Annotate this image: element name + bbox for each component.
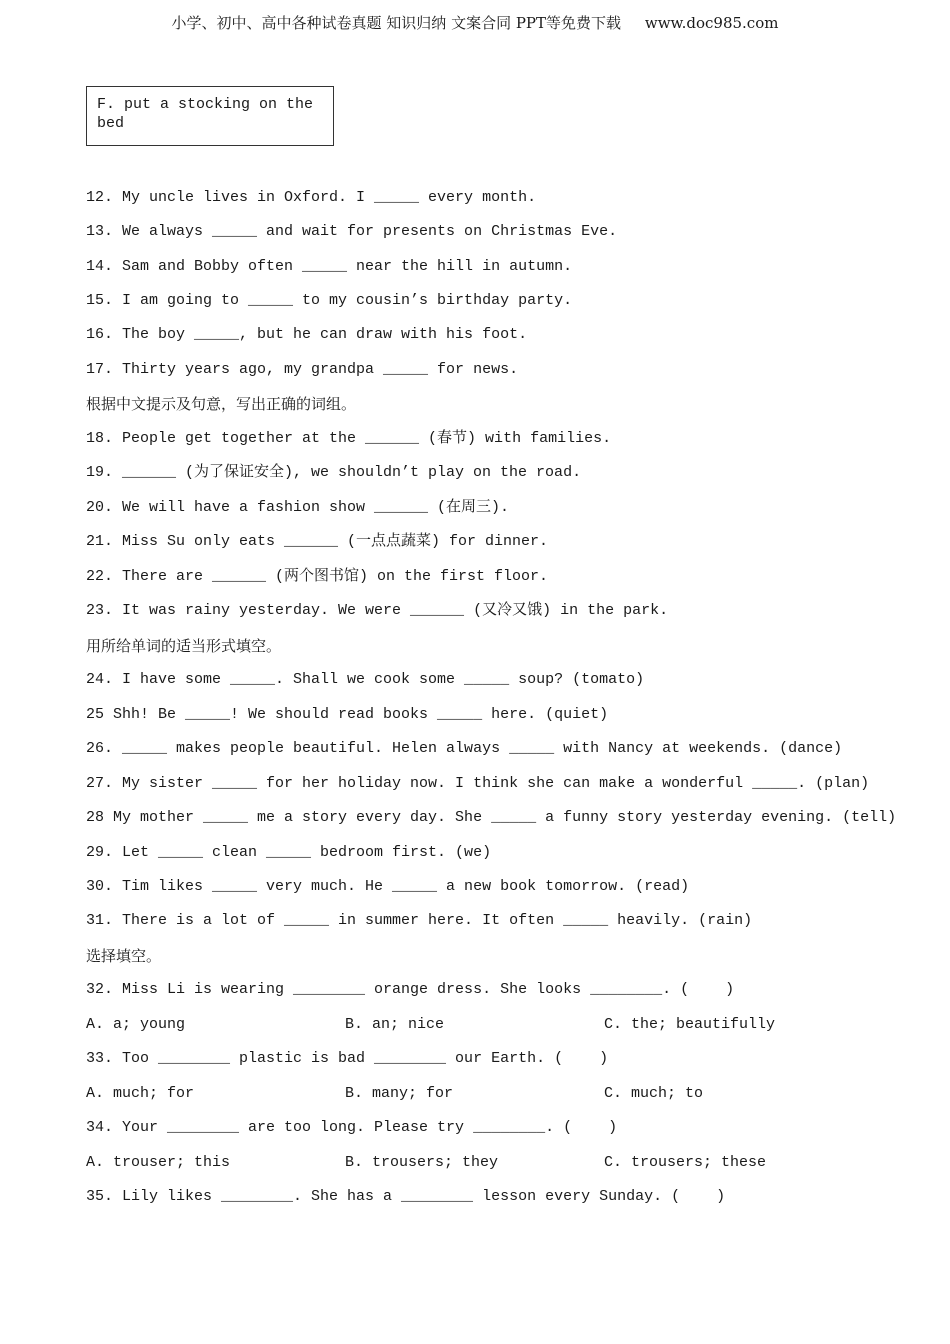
question-32: 32. Miss Li is wearing ________ orange dress. She looks ________. ( ) bbox=[86, 981, 735, 998]
question-25: 25 Shh! Be _____! We should read books _____ here. (quiet) bbox=[86, 706, 609, 723]
question-22: 22. There are ______ (两个图书馆) on the first floor. bbox=[86, 568, 549, 585]
question-21: 21. Miss Su only eats ______ (一点点蔬菜) for dinner. bbox=[86, 533, 549, 550]
question-12: 12. My uncle lives in Oxford. I _____ every month. bbox=[86, 189, 537, 206]
option-33-c: C. much; to bbox=[604, 1085, 704, 1102]
question-13: 13. We always _____ and wait for presents on Christmas Eve. bbox=[86, 223, 618, 240]
option-34-a: A. trouser; this bbox=[86, 1154, 231, 1171]
option-34-c: C. trousers; these bbox=[604, 1154, 767, 1171]
question-15: 15. I am going to _____ to my cousin’s birthday party. bbox=[86, 292, 573, 309]
question-31: 31. There is a lot of _____ in summer here. It often _____ heavily. (rain) bbox=[86, 912, 753, 929]
question-16: 16. The boy _____, but he can draw with his foot. bbox=[86, 326, 528, 343]
section-title-multiple-choice: 选择填空。 bbox=[86, 947, 162, 965]
question-29: 29. Let _____ clean _____ bedroom first. (we) bbox=[86, 844, 492, 861]
option-34-b: B. trousers; they bbox=[345, 1154, 499, 1171]
option-33-b: B. many; for bbox=[345, 1085, 454, 1102]
option-box-f: F. put a stocking on the bed bbox=[86, 86, 334, 146]
option-32-c: C. the; beautifully bbox=[604, 1016, 776, 1033]
question-26: 26. _____ makes people beautiful. Helen always _____ with Nancy at weekends. (dance) bbox=[86, 740, 843, 757]
section-title-word-forms: 用所给单词的适当形式填空。 bbox=[86, 637, 282, 655]
question-33: 33. Too ________ plastic is bad ________ our Earth. ( ) bbox=[86, 1050, 609, 1067]
question-18: 18. People get together at the ______ (春节) with families. bbox=[86, 430, 612, 447]
question-27: 27. My sister _____ for her holiday now. I think she can make a wonderful _____. (plan) bbox=[86, 775, 870, 792]
question-30: 30. Tim likes _____ very much. He _____ a new book tomorrow. (read) bbox=[86, 878, 690, 895]
option-32-a: A. a; young bbox=[86, 1016, 186, 1033]
option-33-a: A. much; for bbox=[86, 1085, 195, 1102]
question-20: 20. We will have a fashion show ______ (在周三). bbox=[86, 499, 510, 516]
page-header: 小学、初中、高中各种试卷真题 知识归纳 文案合同 PPT等免费下载 www.doc985.com bbox=[171, 14, 779, 32]
question-28: 28 My mother _____ me a story every day. She _____ a funny story yesterday evening. (tell) bbox=[86, 809, 897, 826]
option-32-b: B. an; nice bbox=[345, 1016, 445, 1033]
question-23: 23. It was rainy yesterday. We were ______ (又冷又饿) in the park. bbox=[86, 602, 669, 619]
question-17: 17. Thirty years ago, my grandpa _____ for news. bbox=[86, 361, 519, 378]
question-19: 19. ______ (为了保证安全), we shouldn’t play on the road. bbox=[86, 464, 582, 481]
section-title-phrases: 根据中文提示及句意，写出正确的词组。 bbox=[86, 395, 357, 413]
question-35: 35. Lily likes ________. She has a ________ lesson every Sunday. ( ) bbox=[86, 1188, 726, 1205]
question-14: 14. Sam and Bobby often _____ near the hill in autumn. bbox=[86, 258, 573, 275]
question-24: 24. I have some _____. Shall we cook some _____ soup? (tomato) bbox=[86, 671, 645, 688]
question-34: 34. Your ________ are too long. Please try ________. ( ) bbox=[86, 1119, 618, 1136]
